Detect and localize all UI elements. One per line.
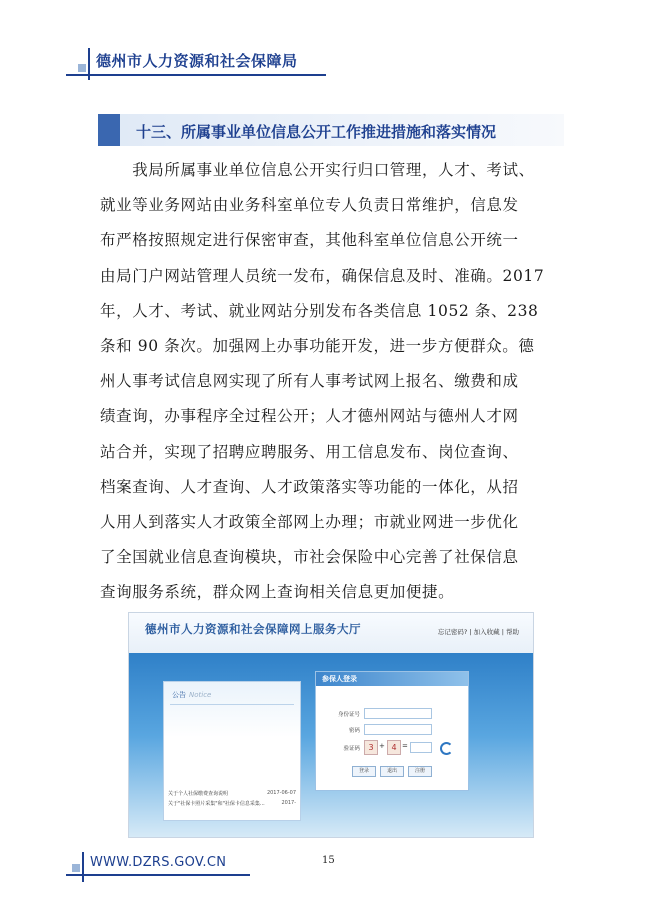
body-line: 布严格按照规定进行保密审查，其他科室单位信息公开统一 <box>100 231 519 250</box>
body-paragraph <box>100 153 570 610</box>
body-line: 了全国就业信息查询模块，市社会保险中心完善了社保信息 <box>100 548 519 567</box>
site-main-area <box>129 653 533 837</box>
notice-divider <box>170 704 294 705</box>
body-line: 就业等业务网站由业务科室单位专人负责日常维护，信息发 <box>100 196 519 215</box>
header-square-mark <box>78 64 86 72</box>
captcha-answer-input[interactable] <box>410 742 432 753</box>
link-separator: | <box>501 628 504 636</box>
link-separator: | <box>469 628 472 636</box>
captcha-plus: + <box>379 742 385 750</box>
forgot-password-link[interactable]: 忘记密码? <box>437 628 468 636</box>
footer-horizontal-rule <box>66 874 250 876</box>
login-button[interactable]: 登录 <box>352 766 376 777</box>
notice-item-text: 关于"社保卡照片采集"和"社保卡信息采集... <box>168 801 265 807</box>
site-header <box>129 613 533 653</box>
notice-title: 公告 <box>172 691 186 699</box>
notice-item[interactable] <box>168 790 296 797</box>
notice-item-text: 关于个人社保缴费查询说明 <box>168 791 229 797</box>
body-line: 站合并，实现了招聘应聘服务、用工信息发布、岗位查询、 <box>100 442 519 461</box>
body-line: 由局门户网站管理人员统一发布，确保信息及时、准确。2017 <box>100 266 545 285</box>
body-line: 我局所属事业单位信息公开实行归口管理，人才、考试、 <box>100 161 535 179</box>
body-line: 查询服务系统，群众网上查询相关信息更加便捷。 <box>100 583 455 602</box>
captcha-equals: = <box>402 742 408 750</box>
password-input[interactable] <box>364 724 432 735</box>
site-title: 德州市人力资源和社会保障网上服务大厅 <box>145 622 361 636</box>
body-line: 年，人才、考试、就业网站分别发布各类信息 1052 条、238 <box>100 301 539 320</box>
page-number: 15 <box>322 855 335 866</box>
login-panel <box>315 671 469 791</box>
captcha-image-b: 4 <box>387 740 401 755</box>
password-label: 密码 <box>348 728 360 734</box>
website-screenshot <box>128 612 534 838</box>
footer-square-mark <box>72 864 80 872</box>
id-number-label: 身份证号 <box>337 712 360 718</box>
refresh-icon[interactable] <box>440 742 453 755</box>
footer-vertical-rule <box>82 852 84 882</box>
section-title: 十三、所属事业单位信息公开工作推进措施和落实情况 <box>136 123 497 141</box>
notice-item-date: 2017- <box>281 800 296 806</box>
exit-button[interactable]: 退出 <box>380 766 404 777</box>
site-top-links <box>438 627 519 636</box>
add-favorite-link[interactable]: 加入收藏 <box>473 628 500 636</box>
notice-title-en: Notice <box>189 691 212 699</box>
captcha-image-a: 3 <box>364 740 378 755</box>
login-header <box>316 672 468 686</box>
footer-url: WWW.DZRS.GOV.CN <box>90 855 227 870</box>
body-line: 档案查询、人才查询、人才政策落实等功能的一体化，从招 <box>100 477 519 496</box>
body-line: 条和 90 条次。加强网上办事功能开发，进一步方便群众。德 <box>100 336 535 355</box>
body-line: 人用人到落实人才政策全部网上办理；市就业网进一步优化 <box>100 512 519 531</box>
section-heading-square <box>98 114 120 146</box>
body-line: 绩查询，办事程序全过程公开；人才德州网站与德州人才网 <box>100 407 519 426</box>
body-line: 州人事考试信息网实现了所有人事考试网上报名、缴费和成 <box>100 372 519 391</box>
help-link[interactable]: 帮助 <box>506 628 519 636</box>
notice-item[interactable] <box>168 800 296 807</box>
login-title: 参保人登录 <box>322 675 357 683</box>
id-number-input[interactable] <box>364 708 432 719</box>
captcha-label: 验证码 <box>343 746 360 752</box>
notice-item-date: 2017-06-07 <box>266 790 296 796</box>
register-button[interactable]: 注册 <box>408 766 432 777</box>
notice-panel <box>163 681 301 821</box>
header-horizontal-rule <box>66 74 326 76</box>
header-org-name: 德州市人力资源和社会保障局 <box>96 52 298 70</box>
notice-header <box>172 690 211 700</box>
